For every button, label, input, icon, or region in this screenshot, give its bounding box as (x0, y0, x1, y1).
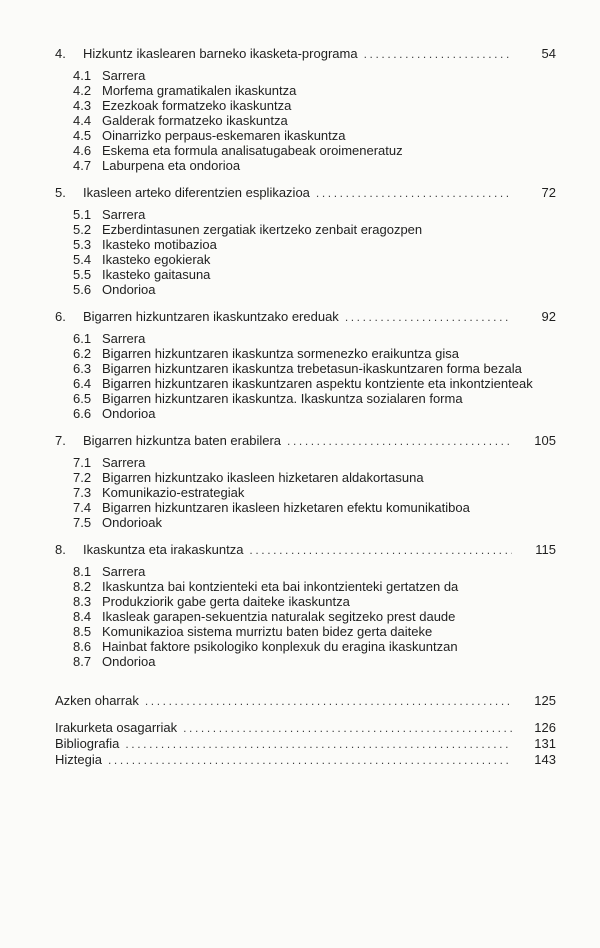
toc-subitem (73, 500, 556, 515)
subitem-title: Ondorioa (102, 654, 156, 669)
backmatter-title: Hiztegia (55, 752, 102, 767)
subitem-title: Ikasteko motibazioa (102, 237, 217, 252)
chapter-title: Bigarren hizkuntzaren ikaskuntzako ereduak (83, 309, 339, 324)
backmatter-page-number: 131 (534, 736, 556, 751)
backmatter-row (55, 736, 556, 752)
toc-subitem (73, 113, 556, 128)
chapter-number: 6. (55, 309, 66, 324)
subitem-title: Ikasleak garapen-sekuentzia naturalak segitzeko prest daude (102, 609, 456, 624)
dot-leader (125, 736, 512, 752)
subitem-number: 5.5 (73, 267, 92, 282)
subitem-title: Ikasteko egokierak (102, 252, 211, 267)
chapter-title: Hizkuntz ikaslearen barneko ikasketa-programa (83, 46, 358, 61)
subitem-number: 7.3 (73, 485, 92, 500)
chapter-subitems (55, 331, 556, 421)
subitem-title: Bigarren hizkuntzaren ikasleen hizketaren efektu komunikatiboa (102, 500, 470, 515)
backmatter-row (55, 720, 556, 736)
toc-chapter (55, 309, 556, 421)
toc-subitem (73, 252, 556, 267)
subitem-title: Morfema gramatikalen ikaskuntza (102, 83, 297, 98)
subitem-number: 7.5 (73, 515, 92, 530)
chapter-subitems (55, 564, 556, 669)
chapter-row (55, 309, 556, 325)
subitem-title: Ondorioa (102, 406, 156, 421)
toc-chapter (55, 542, 556, 669)
subitem-title: Ikasteko gaitasuna (102, 267, 211, 282)
subitem-number: 6.6 (73, 406, 92, 421)
chapter-title: Ikasleen arteko diferentzien esplikazioa (83, 185, 310, 200)
toc-subitem (73, 361, 556, 376)
backmatter-title: Azken oharrak (55, 693, 139, 708)
toc-subitem (73, 143, 556, 158)
toc-subitem (73, 222, 556, 237)
subitem-number: 7.4 (73, 500, 92, 515)
subitem-number: 4.7 (73, 158, 92, 173)
subitem-title: Laburpena eta ondorioa (102, 158, 241, 173)
subitem-title: Bigarren hizkuntzaren ikaskuntza trebetasun-ikaskuntzaren forma bezala (102, 361, 522, 376)
subitem-number: 5.1 (73, 207, 92, 222)
subitem-title: Produkziorik gabe gerta daiteke ikaskuntza (102, 594, 350, 609)
chapter-subitems (55, 207, 556, 297)
subitem-title: Komunikazio-estrategiak (102, 485, 245, 500)
subitem-number: 8.6 (73, 639, 92, 654)
subitem-title: Eskema eta formula analisatugabeak oroimeneratuz (102, 143, 403, 158)
subitem-title: Bigarren hizkuntzako ikasleen hizketaren aldakortasuna (102, 470, 424, 485)
subitem-title: Bigarren hizkuntzaren ikaskuntza sormenezko eraikuntza gisa (102, 346, 459, 361)
toc-subitem (73, 455, 556, 470)
subitem-number: 4.3 (73, 98, 92, 113)
subitem-title: Sarrera (102, 331, 146, 346)
chapter-page-number: 72 (541, 185, 556, 200)
dot-leader (316, 185, 512, 201)
chapter-row (55, 542, 556, 558)
dot-leader (249, 542, 512, 558)
subitem-title: Ondorioak (102, 515, 162, 530)
toc-subitem (73, 267, 556, 282)
backmatter-row (55, 752, 556, 768)
toc-subitem (73, 406, 556, 421)
toc-chapter (55, 433, 556, 530)
subitem-number: 8.2 (73, 579, 92, 594)
subitem-title: Ezezkoak formatzeko ikaskuntza (102, 98, 292, 113)
dot-leader (183, 720, 512, 736)
subitem-title: Bigarren hizkuntzaren ikaskuntzaren aspektu kontziente eta inkontzienteak (102, 376, 533, 391)
subitem-number: 7.2 (73, 470, 92, 485)
subitem-number: 7.1 (73, 455, 92, 470)
dot-leader (145, 693, 512, 709)
chapter-page-number: 54 (541, 46, 556, 61)
toc-subitem (73, 331, 556, 346)
chapter-number: 7. (55, 433, 66, 448)
subitem-number: 6.5 (73, 391, 92, 406)
chapter-subitems (55, 68, 556, 173)
backmatter-page-number: 143 (534, 752, 556, 767)
subitem-number: 5.3 (73, 237, 92, 252)
dot-leader (108, 752, 512, 768)
toc-subitem (73, 654, 556, 669)
subitem-title: Ezberdintasunen zergatiak ikertzeko zenbait eragozpen (102, 222, 423, 237)
backmatter-page-number: 125 (534, 693, 556, 708)
subitem-number: 8.5 (73, 624, 92, 639)
subitem-title: Ondorioa (102, 282, 156, 297)
chapter-number: 8. (55, 542, 66, 557)
toc-subitem (73, 579, 556, 594)
toc-subitem (73, 158, 556, 173)
toc-subitem (73, 391, 556, 406)
toc-subitem (73, 594, 556, 609)
subitem-number: 5.4 (73, 252, 92, 267)
backmatter-page-number: 126 (534, 720, 556, 735)
toc-subitem (73, 346, 556, 361)
subitem-number: 5.6 (73, 282, 92, 297)
toc-subitem (73, 282, 556, 297)
backmatter-title: Irakurketa osagarriak (55, 720, 178, 735)
toc-backmatter (55, 693, 556, 768)
subitem-title: Sarrera (102, 564, 146, 579)
toc-subitem (73, 98, 556, 113)
chapter-subitems (55, 455, 556, 530)
chapter-page-number: 115 (535, 542, 556, 557)
backmatter-row (55, 693, 556, 709)
toc-subitem (73, 609, 556, 624)
toc-subitem (73, 564, 556, 579)
subitem-title: Galderak formatzeko ikaskuntza (102, 113, 288, 128)
subitem-number: 5.2 (73, 222, 92, 237)
subitem-number: 8.3 (73, 594, 92, 609)
toc-subitem (73, 639, 556, 654)
chapter-number: 5. (55, 185, 66, 200)
dot-leader (287, 433, 512, 449)
subitem-title: Oinarrizko perpaus-eskemaren ikaskuntza (102, 128, 346, 143)
subitem-title: Sarrera (102, 455, 146, 470)
chapter-title: Bigarren hizkuntza baten erabilera (83, 433, 282, 448)
toc-subitem (73, 376, 556, 391)
toc-subitem (73, 68, 556, 83)
subitem-number: 8.7 (73, 654, 92, 669)
subitem-number: 4.6 (73, 143, 92, 158)
chapter-row (55, 46, 556, 62)
subitem-number: 6.1 (73, 331, 92, 346)
subitem-number: 4.5 (73, 128, 92, 143)
subitem-number: 4.4 (73, 113, 92, 128)
toc-subitem (73, 237, 556, 252)
chapter-title: Ikaskuntza eta irakaskuntza (83, 542, 244, 557)
chapter-number: 4. (55, 46, 66, 61)
subitem-number: 8.4 (73, 609, 92, 624)
toc-subitem (73, 470, 556, 485)
subitem-number: 6.2 (73, 346, 92, 361)
chapter-page-number: 92 (541, 309, 556, 324)
subitem-title: Ikaskuntza bai kontzienteki eta bai inkontzienteki gertatzen da (102, 579, 459, 594)
toc-subitem (73, 515, 556, 530)
chapter-row (55, 433, 556, 449)
subitem-number: 4.1 (73, 68, 92, 83)
subitem-title: Hainbat faktore psikologiko konplexuk du eragina ikaskuntzan (102, 639, 458, 654)
toc-subitem (73, 624, 556, 639)
toc-subitem (73, 207, 556, 222)
subitem-title: Sarrera (102, 207, 146, 222)
dot-leader (364, 46, 512, 62)
subitem-number: 8.1 (73, 564, 92, 579)
toc-subitem (73, 83, 556, 98)
chapter-row (55, 185, 556, 201)
subitem-title: Komunikazioa sistema murriztu baten bidez gerta daiteke (102, 624, 433, 639)
subitem-number: 6.3 (73, 361, 92, 376)
subitem-title: Sarrera (102, 68, 146, 83)
backmatter-title: Bibliografia (55, 736, 120, 751)
toc-subitem (73, 128, 556, 143)
subitem-number: 4.2 (73, 83, 92, 98)
dot-leader (345, 309, 512, 325)
subitem-title: Bigarren hizkuntzaren ikaskuntza. Ikaskuntza sozialaren forma (102, 391, 463, 406)
toc-chapters (55, 46, 556, 669)
toc-chapter (55, 46, 556, 173)
toc-chapter (55, 185, 556, 297)
subitem-number: 6.4 (73, 376, 92, 391)
toc-subitem (73, 485, 556, 500)
chapter-page-number: 105 (534, 433, 556, 448)
